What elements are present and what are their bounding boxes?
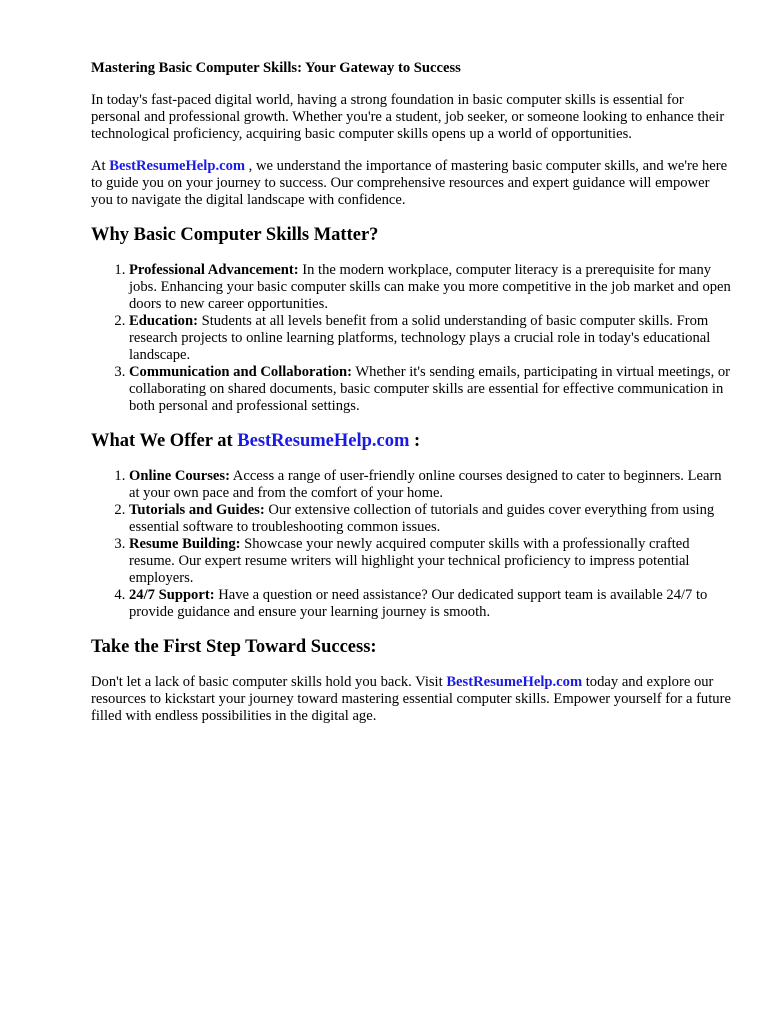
list-item-text: Our extensive collection of tutorials and guides cover everything from using essential software to troubleshooting common issues. — [129, 502, 715, 535]
intro-paragraph: In today's fast-paced digital world, having a strong foundation in basic computer skills is essential for personal and professional growth. Whether you're a student, job seeker, or someone looking to enhance their technological proficiency, acquiring basic computer skills opens up a world of opportunities. — [91, 92, 725, 142]
why-list — [91, 262, 731, 415]
list-item-label: Resume Building: — [129, 536, 241, 552]
document-body — [91, 60, 731, 740]
list-item-label: Professional Advancement: — [129, 262, 299, 278]
list-item — [129, 262, 731, 313]
list-item — [129, 587, 731, 621]
list-item-text: Whether it's sending emails, participating in virtual meetings, or collaborating on shared documents, basic computer skills are essential for effective communication in both personal and professional settings. — [129, 364, 731, 414]
list-item — [129, 364, 731, 415]
list-item-label: Communication and Collaboration: — [129, 364, 352, 380]
list-item-text: In the modern workplace, computer literacy is a prerequisite for many jobs. Enhancing your basic computer skills can make you more competitive in the job market and open doors to new career opportunities. — [129, 262, 731, 312]
cta-link[interactable]: BestResumeHelp.com — [446, 674, 583, 690]
list-item-text: Showcase your newly acquired computer skills with a professionally crafted resume. Our expert resume writers will highlight your technical proficiency to impress potential employers. — [129, 536, 690, 586]
list-item-text: Students at all levels benefit from a solid understanding of basic computer skills. From research projects to online learning platforms, technology plays a crucial role in today's educational landscape. — [129, 313, 711, 363]
offer-heading-suffix: : — [409, 431, 421, 451]
about-prefix: At — [91, 158, 110, 174]
cta-suffix: today and explore our resources to kickstart your journey toward mastering essential computer skills. Empower yourself for a future filled with endless possibilities in the digital age. — [91, 674, 731, 724]
why-heading: Why Basic Computer Skills Matter? — [91, 225, 379, 245]
about-suffix: , we understand the importance of mastering basic computer skills, and we're here to guide you on your journey to success. Our comprehensive resources and expert guidance will empower you to navigate the digital landscape with confidence. — [91, 158, 728, 208]
list-item-label: Tutorials and Guides: — [129, 502, 265, 518]
offer-heading — [91, 430, 731, 452]
cta-paragraph — [91, 674, 731, 725]
list-item-label: 24/7 Support: — [129, 587, 215, 603]
cta-heading: Take the First Step Toward Success: — [91, 637, 377, 657]
list-item-text: Have a question or need assistance? Our dedicated support team is available 24/7 to provide guidance and ensure your learning journey is smooth. — [129, 587, 708, 620]
list-item — [129, 502, 731, 536]
offer-heading-link[interactable]: BestResumeHelp.com — [237, 431, 410, 451]
document-title: Mastering Basic Computer Skills: Your Gateway to Success — [91, 60, 461, 76]
about-paragraph — [91, 158, 731, 209]
list-item — [129, 313, 731, 364]
list-item-label: Education: — [129, 313, 198, 329]
about-link[interactable]: BestResumeHelp.com — [109, 158, 246, 174]
cta-prefix: Don't let a lack of basic computer skills hold you back. Visit — [91, 674, 447, 690]
list-item-text: Access a range of user-friendly online courses designed to cater to beginners. Learn at your own pace and from the comfort of your home. — [129, 468, 722, 501]
offer-list — [91, 468, 731, 621]
list-item-label: Online Courses: — [129, 468, 230, 484]
list-item — [129, 468, 731, 502]
offer-heading-prefix: What We Offer at — [91, 431, 238, 451]
list-item — [129, 536, 731, 587]
